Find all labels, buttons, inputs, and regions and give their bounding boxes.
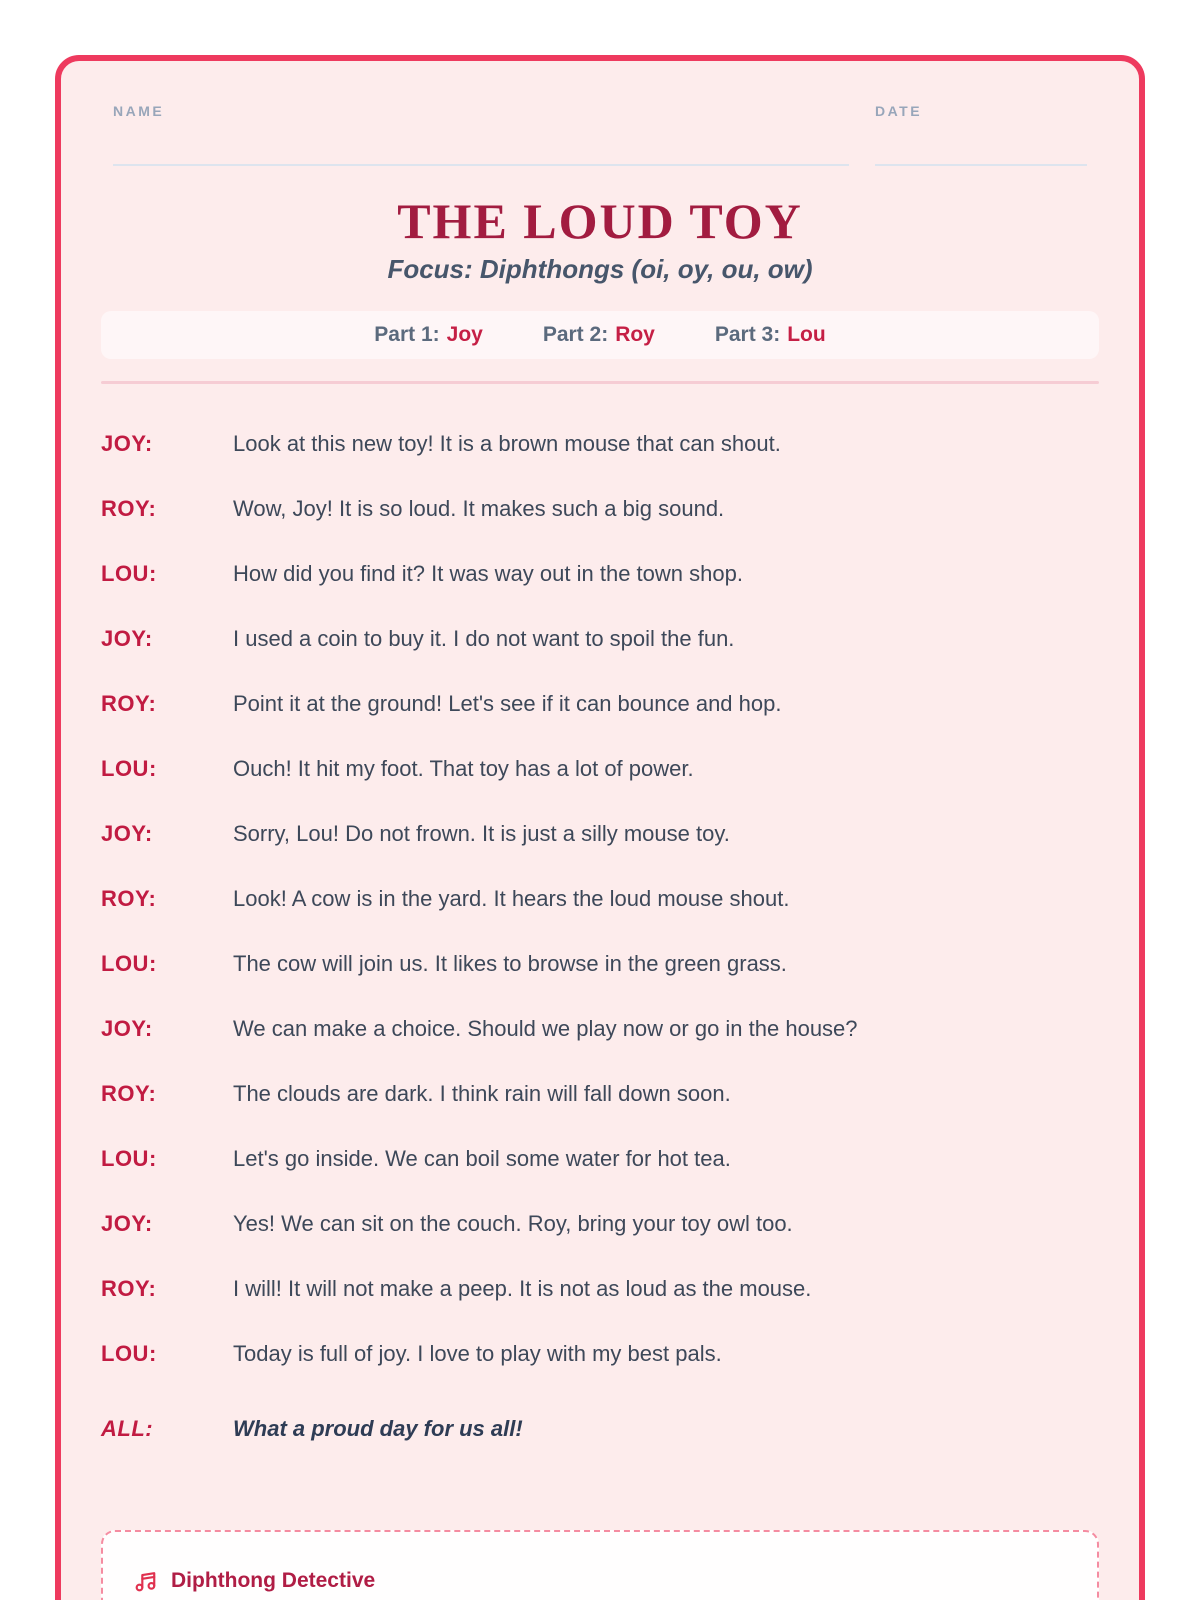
speaker-label: JOY: bbox=[101, 431, 153, 456]
part-assignment bbox=[374, 323, 483, 347]
page-title: THE LOUD TOY bbox=[397, 193, 803, 249]
script-row bbox=[101, 430, 1099, 457]
part-prefix: Part 2: bbox=[542, 323, 609, 346]
script-row bbox=[101, 820, 1099, 847]
finale-dialogue-text: What a proud day for us all! bbox=[233, 1416, 523, 1441]
speaker-label: ROY: bbox=[101, 496, 157, 521]
part-assignment bbox=[543, 323, 655, 347]
dialogue-text: I used a coin to buy it. I do not want to spoil the fun. bbox=[233, 626, 735, 651]
script-row bbox=[101, 950, 1099, 977]
script-lines bbox=[101, 430, 1099, 1367]
finale-speaker-label: ALL: bbox=[101, 1416, 154, 1441]
script-row bbox=[101, 690, 1099, 717]
part-character-name: Joy bbox=[446, 323, 483, 346]
speaker-label: LOU: bbox=[101, 756, 157, 781]
speaker-label: ROY: bbox=[101, 1081, 157, 1106]
dialogue-text: Point it at the ground! Let's see if it can bounce and hop. bbox=[233, 691, 782, 716]
dialogue-text: I will! It will not make a peep. It is not as loud as the mouse. bbox=[233, 1276, 812, 1301]
activity-title: Diphthong Detective bbox=[171, 1569, 376, 1592]
script-row bbox=[101, 560, 1099, 587]
script-row bbox=[101, 1145, 1099, 1172]
speaker-label: LOU: bbox=[101, 951, 157, 976]
dialogue-text: Wow, Joy! It is so loud. It makes such a big sound. bbox=[233, 496, 725, 521]
dialogue-text: The clouds are dark. I think rain will fall down soon. bbox=[233, 1081, 731, 1106]
script-row bbox=[101, 1210, 1099, 1237]
activity-box bbox=[101, 1530, 1099, 1600]
dialogue-text: How did you find it? It was way out in the town shop. bbox=[233, 561, 743, 586]
worksheet-card bbox=[55, 55, 1145, 1600]
speaker-label: JOY: bbox=[101, 821, 153, 846]
date-label: DATE bbox=[875, 103, 923, 119]
name-write-in-line[interactable] bbox=[113, 163, 849, 166]
script-row bbox=[101, 495, 1099, 522]
date-field bbox=[875, 103, 1087, 166]
script-row bbox=[101, 1340, 1099, 1367]
dialogue-text: Sorry, Lou! Do not frown. It is just a silly mouse toy. bbox=[233, 821, 730, 846]
dialogue-text: Ouch! It hit my foot. That toy has a lot of power. bbox=[233, 756, 694, 781]
speaker-label: JOY: bbox=[101, 626, 153, 651]
speaker-label: LOU: bbox=[101, 1146, 157, 1171]
activity-header bbox=[133, 1568, 1067, 1594]
dialogue-text: Look! A cow is in the yard. It hears the loud mouse shout. bbox=[233, 886, 790, 911]
header-divider bbox=[101, 381, 1099, 384]
dialogue-text: We can make a choice. Should we play now or go in the house? bbox=[233, 1016, 858, 1041]
script-row bbox=[101, 1080, 1099, 1107]
script-row bbox=[101, 885, 1099, 912]
script-row bbox=[101, 625, 1099, 652]
speaker-label: JOY: bbox=[101, 1211, 153, 1236]
part-character-name: Roy bbox=[615, 323, 655, 346]
part-prefix: Part 3: bbox=[714, 323, 781, 346]
speaker-label: ROY: bbox=[101, 886, 157, 911]
music-notes-icon bbox=[133, 1568, 159, 1594]
part-character-name: Lou bbox=[787, 323, 826, 346]
speaker-label: ROY: bbox=[101, 1276, 157, 1301]
script-row bbox=[101, 1015, 1099, 1042]
date-write-in-line[interactable] bbox=[875, 163, 1087, 166]
speaker-label: LOU: bbox=[101, 1341, 157, 1366]
parts-bar bbox=[101, 311, 1099, 359]
name-field bbox=[113, 103, 849, 166]
script-row bbox=[101, 755, 1099, 782]
speaker-label: ROY: bbox=[101, 691, 157, 716]
dialogue-text: The cow will join us. It likes to browse in the green grass. bbox=[233, 951, 787, 976]
dialogue-text: Look at this new toy! It is a brown mouse that can shout. bbox=[233, 431, 781, 456]
script-row bbox=[101, 1275, 1099, 1302]
speaker-label: LOU: bbox=[101, 561, 157, 586]
dialogue-text: Yes! We can sit on the couch. Roy, bring your toy owl too. bbox=[233, 1211, 793, 1236]
speaker-label: JOY: bbox=[101, 1016, 153, 1041]
dialogue-text: Today is full of joy. I love to play with my best pals. bbox=[233, 1341, 722, 1366]
page-subtitle: Focus: Diphthongs (oi, oy, ou, ow) bbox=[387, 254, 813, 284]
part-prefix: Part 1: bbox=[374, 323, 440, 346]
part-assignment bbox=[715, 323, 826, 347]
finale-row bbox=[101, 1415, 1099, 1442]
name-label: NAME bbox=[113, 103, 165, 119]
name-date-row bbox=[101, 61, 1099, 166]
dialogue-text: Let's go inside. We can boil some water for hot tea. bbox=[233, 1146, 731, 1171]
